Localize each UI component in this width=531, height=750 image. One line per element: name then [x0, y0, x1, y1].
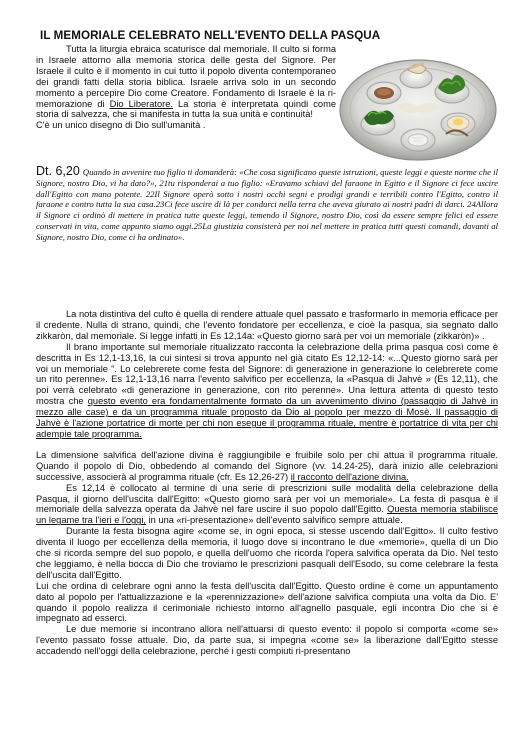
scripture-text: Quando in avvenire tuo figlio ti domanderà: «Che cosa significano queste istruzioni, queste leggi e queste norme che il Signore, nostro Dio, vi ha dato?», 21tu risponderai a tuo figlio: «Eravamo schiavi del faraone in Egitto e il Signore ci fece uscire dall'Egitto con mano potente. 22Il Signore operò sotto i nostri occhi segni e prodigi grandi e terribili contro l'Egitto, contro il faraone e contro tutta la sua casa.23Ci fece uscire di là per condurci nella terra che aveva giurato ai nostri padri di darci. 24Allora il Signore ci ordinò di mettere in pratica tutte queste leggi, temendo il Signore, nostro Dio, così da essere sempre felici ed essere conservati in vita, come appunto siamo oggi.25La giustizia consisterà per noi nel mettere in pratica tutti questi comandi, davanti al Signore, nostro Dio, come ci ha ordinato». — [36, 167, 498, 242]
body-paragraph-7: Le due memorie si incontrano allora nell'attuarsi di questo evento: il popolo si comporta «come se» l'evento passato fosse attuale. Dio, da parte sua, si impegna «come se» la liberazione dall'Egitto stesse accadendo nell'oggi della celebrazione, perché i gesti compiuti ri-presentano — [36, 624, 498, 657]
intro-underlined-text: Dio Liberatore. — [109, 98, 174, 109]
main-text — [36, 309, 498, 657]
intro-text: Tutta la liturgia ebraica scaturisce dal memoriale. Il culto si forma in Israele attorno alla memoria storica delle gesta del Signore. Per Israele il culto è il momento in cui tutto il popolo diventa contemporaneo dei grandi fatti della storia biblica. Israele arriva solo in un secondo momento a percepire Dio come Creatore. Fondamento di Israele è la ri-memorazione di — [36, 44, 336, 109]
body-paragraph-4-text: Es 12,14 è collocato al termine di una serie di prescrizioni sulle modalità della celebrazione della Pasqua, il giorno dell'uscita dall'Egitto: «Questo giorno sarà per voi un memoriale». La festa di pasqua è il memoriale della salvezza operata da Jahvè nel fare uscire il suo popolo dall'Egitto. — [36, 482, 498, 515]
body-paragraph-3-text: La dimensione salvifica dell'azione divina è raggiungibile e fruibile solo per chi attua il programma rituale. Quando il popolo di Dio, obbedendo al comando del Signore (vv. 14.24-25), darà inizio alle celebrazioni successive, associerà al programma rituale (cfr. Es 12,26-27) — [36, 449, 498, 482]
intro-closing-line: C'è un unico disegno di Dio sull'umanità . — [36, 120, 206, 131]
scripture-reference: Dt. 6,20 — [36, 164, 80, 178]
body-paragraph-4 — [36, 483, 498, 527]
intro-paragraph — [36, 44, 336, 120]
body-paragraph-4-text-end: in una «ri-presentazione» dell'evento salvifico sempre attuale. — [146, 515, 403, 526]
intro-section — [36, 44, 336, 131]
body-paragraph-2 — [36, 342, 498, 440]
body-paragraph-5: Durante la festa bisogna agire «come se, in ogni epoca, si stesse uscendo dall'Egitto». Il culto festivo diventa il luogo per eccellenza della memoria, il luogo dove si incontrano le due «memorie», quella di un Dio che si ricorda sempre del suo popolo, e quella dell'uomo che ricorda l'opera salvifica operata da Dio. Nel testo che leggiamo, è nella bocca di Dio che troviamo le prescrizioni pasquali dell'Esodo, su come celebrare la festa dell'uscita dall'Egitto. — [36, 526, 498, 580]
page-title: IL MEMORIALE CELEBRATO NELL'EVENTO DELLA PASQUA — [40, 29, 381, 42]
scripture-quote — [36, 166, 498, 243]
body-paragraph-3-underlined: il racconto dell'azione divina. — [290, 471, 409, 482]
body-paragraph-4-underlined: Questa memoria stabilisce un legame tra l'ieri e l'oggi, — [36, 504, 498, 526]
seder-plate-image — [338, 48, 498, 166]
body-paragraph-2-text: Il brano importante sul memoriale ritualizzato racconta la celebrazione della prima pasqua così come è descritta in Es 12,1-13,16, la cui sintesi si trova appunto nel già citato Es 12,12-14: «...Questo giorno sarà per voi un memoriale ". Lo celebrerete come festa del Signore: di generazione in generazione lo celebrerete come un rito perenne». Es 12,1-13,16 narra l'evento salvifico per eccellenza, la «Pasqua di Jahvè » (Es 12,11), che poi verrà celebrato «di generazione in generazione, con rito perenne». Una lettura attenta di questo testo mostra che — [36, 341, 498, 407]
body-paragraph-6: Lui che ordina di celebrare ogni anno la festa dell'uscita dall'Egitto. Questo ordine è come un appuntamento dato al popolo per l'attualizzazione e la «perennizzazione» dell'azione salvifica compiuta una volta da Dio. E' quando il popolo realizza il cerimoniale richiesto intorno all'agnello pasquale, egli incontra Dio che si è impegnato ad esserci. — [36, 580, 498, 624]
body-paragraph-1: La nota distintiva del culto è quella di rendere attuale quel passato e trasformarlo in memoria efficace per il credente. Nulla di strano, quindi, che l'evento fondatore per eccellenza, e cioè la pasqua, sia segnato dallo zikkaròn, dal memoriale. Si legge infatti in Es 12,14a: «Questo giorno sarà per voi un memoriale (zikkaròn)» . — [36, 309, 498, 341]
body-paragraph-2-underlined: questo evento era fondamentalmente formato da un avvenimento divino (passaggio di Jahvè in mezzo alle case) e da un programma rituale proposto da Dio al popolo per mezzo di Mosè. Il passaggio di Jahvè è l'azione portatrice di morte per chi non esegue il programma rituale, mentre è portatrice di vita per chi adempie tale programma. — [36, 396, 498, 439]
intro-text-end: La storia è interpretata quindi come storia di salvezza, che si manifesta in tutta la sua unità e continuità! — [36, 98, 336, 120]
body-paragraph-3 — [36, 450, 498, 483]
